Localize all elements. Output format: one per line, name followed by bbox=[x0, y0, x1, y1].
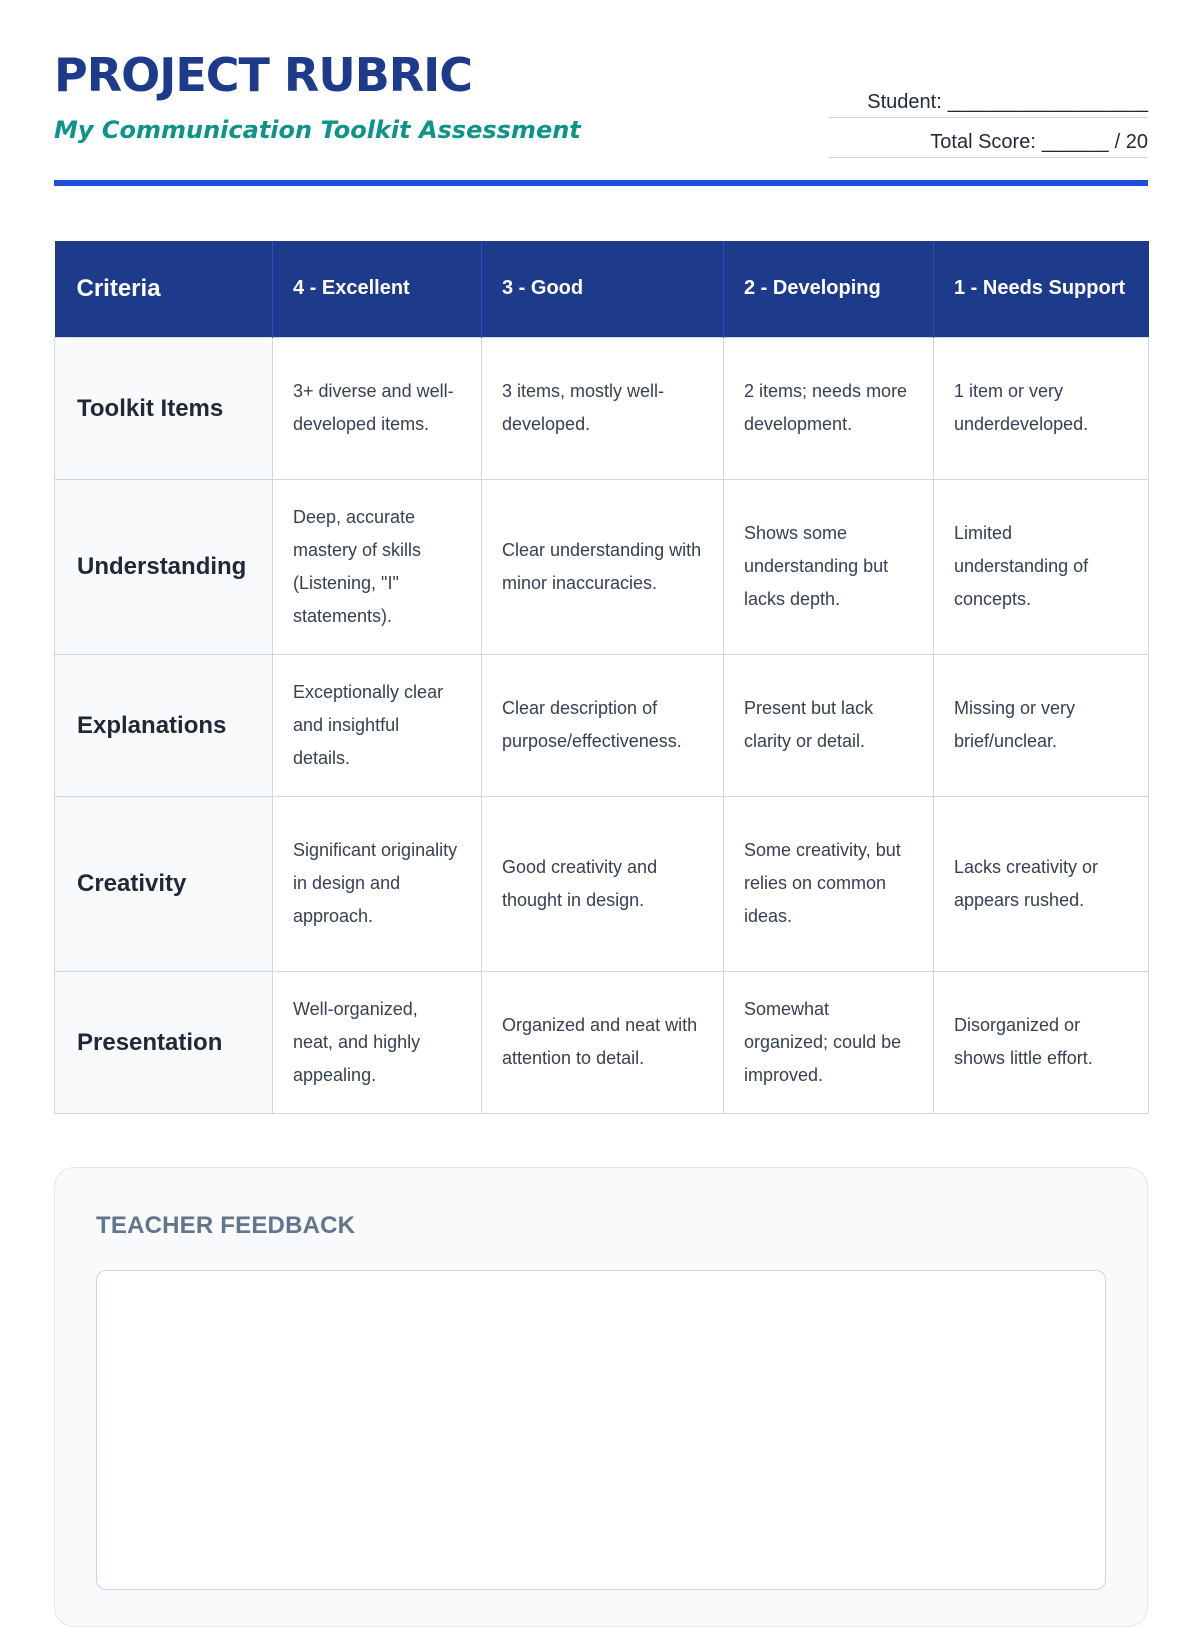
rubric-table bbox=[54, 241, 1149, 1114]
descriptor-cell: Significant originality in design and approach. bbox=[273, 796, 482, 971]
total-score-label: Total Score: bbox=[930, 131, 1036, 153]
column-header-excellent: 4 - Excellent bbox=[273, 241, 482, 337]
descriptor-cell: 3+ diverse and well-developed items. bbox=[273, 337, 482, 479]
rubric-header-row bbox=[55, 241, 1149, 337]
descriptor-cell: Deep, accurate mastery of skills (Listening, "I" statements). bbox=[273, 479, 482, 654]
student-meta bbox=[828, 78, 1148, 158]
descriptor-cell: Disorganized or shows little effort. bbox=[934, 971, 1149, 1113]
page-header bbox=[54, 0, 1148, 186]
total-score-field[interactable]: ______ bbox=[1041, 131, 1109, 153]
descriptor-cell: Missing or very brief/unclear. bbox=[934, 654, 1149, 796]
rubric-page bbox=[54, 0, 1148, 1239]
column-header-good: 3 - Good bbox=[482, 241, 724, 337]
criteria-cell: Explanations bbox=[55, 654, 273, 796]
score-row bbox=[828, 118, 1148, 158]
header-divider bbox=[54, 180, 1148, 186]
descriptor-cell: Organized and neat with attention to detail. bbox=[482, 971, 724, 1113]
criteria-cell: Toolkit Items bbox=[55, 337, 273, 479]
student-row bbox=[828, 78, 1148, 118]
descriptor-cell: Present but lack clarity or detail. bbox=[724, 654, 934, 796]
table-row bbox=[55, 479, 1149, 654]
total-score-max: / 20 bbox=[1114, 131, 1148, 153]
descriptor-cell: Exceptionally clear and insightful details. bbox=[273, 654, 482, 796]
descriptor-cell: Well-organized, neat, and highly appealing. bbox=[273, 971, 482, 1113]
descriptor-cell: Good creativity and thought in design. bbox=[482, 796, 724, 971]
column-header-needs-support: 1 - Needs Support bbox=[934, 241, 1149, 337]
column-header-developing: 2 - Developing bbox=[724, 241, 934, 337]
page-title: PROJECT RUBRIC bbox=[54, 48, 473, 102]
descriptor-cell: Limited understanding of concepts. bbox=[934, 479, 1149, 654]
descriptor-cell: Clear description of purpose/effectiveness. bbox=[482, 654, 724, 796]
descriptor-cell: Somewhat organized; could be improved. bbox=[724, 971, 934, 1113]
descriptor-cell: Some creativity, but relies on common ideas. bbox=[724, 796, 934, 971]
descriptor-cell: 1 item or very underdeveloped. bbox=[934, 337, 1149, 479]
feedback-title: TEACHER FEEDBACK bbox=[96, 1212, 356, 1239]
descriptor-cell: Clear understanding with minor inaccuracies. bbox=[482, 479, 724, 654]
descriptor-cell: 2 items; needs more development. bbox=[724, 337, 934, 479]
table-row bbox=[55, 971, 1149, 1113]
page-subtitle: My Communication Toolkit Assessment bbox=[54, 116, 581, 144]
student-name-field[interactable]: __________________ bbox=[947, 91, 1148, 113]
column-header-criteria: Criteria bbox=[55, 241, 273, 337]
student-label: Student: bbox=[867, 91, 942, 113]
descriptor-cell: 3 items, mostly well-developed. bbox=[482, 337, 724, 479]
criteria-cell: Understanding bbox=[55, 479, 273, 654]
table-row bbox=[55, 654, 1149, 796]
teacher-feedback-panel bbox=[54, 1167, 1148, 1627]
feedback-textarea[interactable] bbox=[96, 1270, 1106, 1590]
descriptor-cell: Shows some understanding but lacks depth. bbox=[724, 479, 934, 654]
descriptor-cell: Lacks creativity or appears rushed. bbox=[934, 796, 1149, 971]
table-row bbox=[55, 337, 1149, 479]
criteria-cell: Presentation bbox=[55, 971, 273, 1113]
criteria-cell: Creativity bbox=[55, 796, 273, 971]
table-row bbox=[55, 796, 1149, 971]
